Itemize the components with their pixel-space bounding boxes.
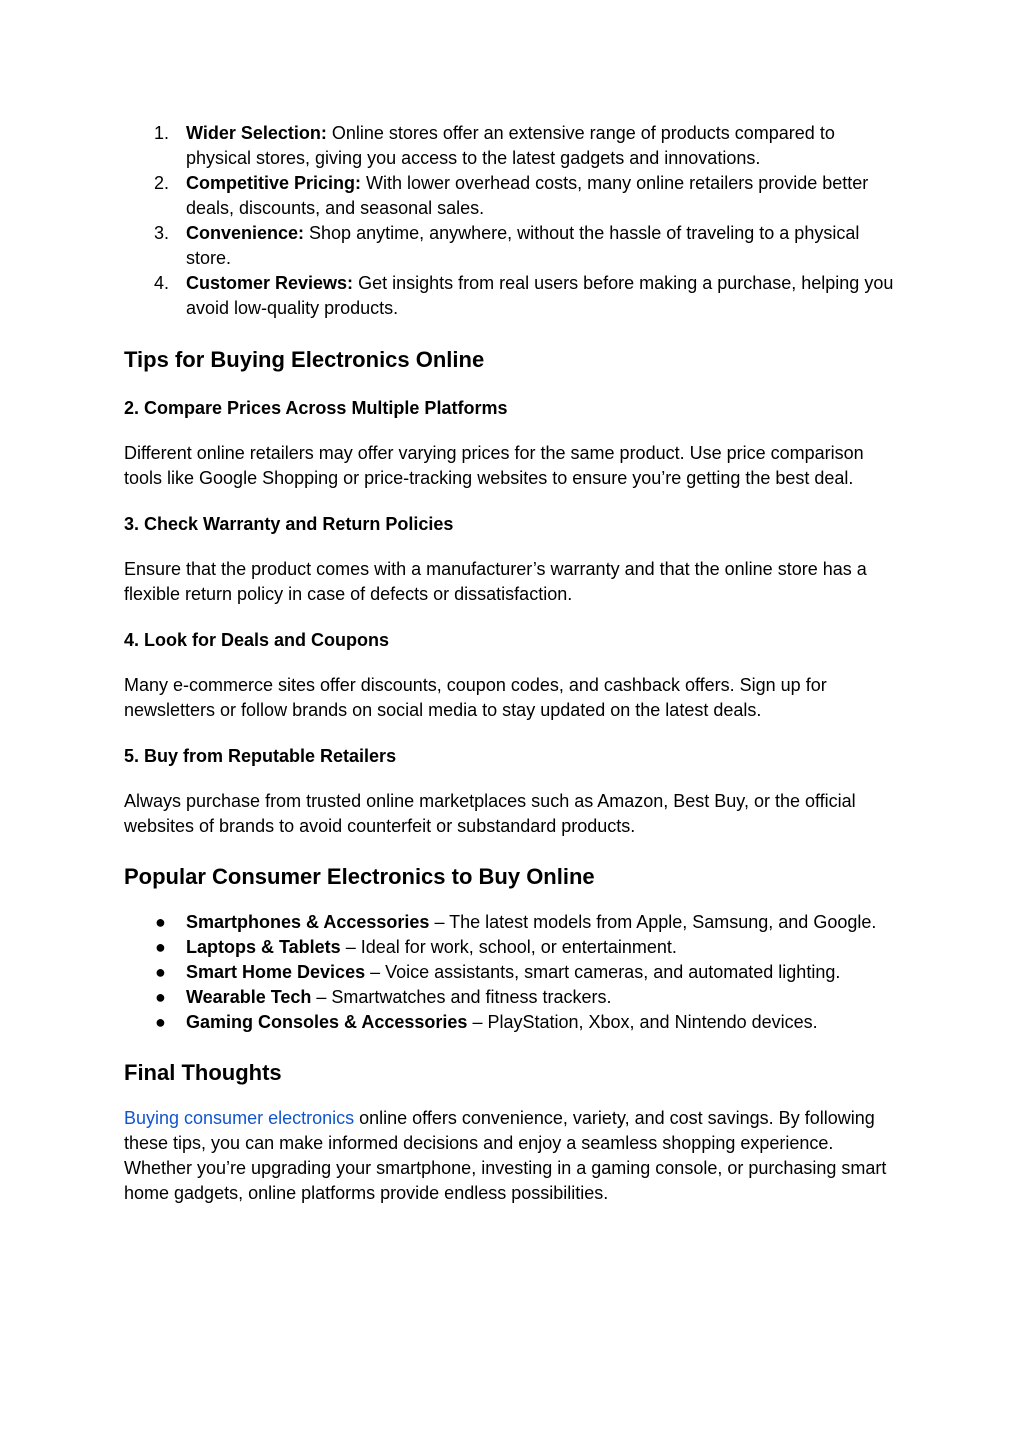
document-page [124,121,896,1206]
list-item-text: – Smartwatches and fitness trackers. [311,987,612,1007]
list-item [124,171,896,221]
benefits-list [124,121,896,321]
list-item-text: – Ideal for work, school, or entertainment. [340,937,677,957]
list-item [124,960,896,985]
bullet-icon: ● [155,937,166,957]
list-item-text: – The latest models from Apple, Samsung, and Google. [429,912,877,932]
list-item [124,910,896,935]
tip-body-warranty: Ensure that the product comes with a manufacturer’s warranty and that the online store has a flexible return policy in case of defects or dissatisfaction. [124,559,867,604]
list-item-label: Convenience: [186,223,305,243]
final-heading: Final Thoughts [124,1060,282,1085]
list-item [124,1010,896,1035]
buying-electronics-link[interactable]: Buying consumer electronics [124,1108,355,1128]
list-item-text: With lower overhead costs, many online retailers provide better deals, discounts, and seasonal sales. [186,173,869,218]
tips-heading: Tips for Buying Electronics Online [124,347,485,372]
list-item-label: Gaming Consoles & Accessories [186,1012,468,1032]
list-item-text: – PlayStation, Xbox, and Nintendo devices. [467,1012,818,1032]
list-item-label: Competitive Pricing: [186,173,362,193]
list-item-label: Wider Selection: [186,123,327,143]
popular-heading: Popular Consumer Electronics to Buy Online [124,864,595,889]
list-item [124,985,896,1010]
tip-title-compare-prices: 2. Compare Prices Across Multiple Platforms [124,398,508,418]
list-item-label: Laptops & Tablets [186,937,341,957]
list-item-label: Wearable Tech [186,987,312,1007]
list-item-label: Smart Home Devices [186,962,366,982]
list-item [124,271,896,321]
tip-body-compare-prices: Different online retailers may offer varying prices for the same product. Use price comparison tools like Google Shopping or price-tracking websites to ensure you’re getting the best deal. [124,443,864,488]
tip-body-deals: Many e-commerce sites offer discounts, coupon codes, and cashback offers. Sign up for newsletters or follow brands on social media to stay updated on the latest deals. [124,675,827,720]
tip-title-deals: 4. Look for Deals and Coupons [124,630,390,650]
final-body-text: online offers convenience, variety, and cost savings. By following these tips, you can make informed decisions and enjoy a seamless shopping experience. Whether you’re upgrading your smartphone, investing in a gaming console, or purchasing smart home gadgets, online platforms provide endless possibilities. [124,1108,887,1203]
list-item-text: Online stores offer an extensive range of products compared to physical stores, giving you access to the latest gadgets and innovations. [186,123,835,168]
list-item-text: – Voice assistants, smart cameras, and automated lighting. [365,962,841,982]
list-item-text: Shop anytime, anywhere, without the hassle of traveling to a physical store. [186,223,860,268]
tip-title-retailers: 5. Buy from Reputable Retailers [124,746,397,766]
list-item-text: Get insights from real users before making a purchase, helping you avoid low-quality products. [186,273,894,318]
list-item-label: Customer Reviews: [186,273,354,293]
list-item-label: Smartphones & Accessories [186,912,430,932]
list-item [124,121,896,171]
bullet-icon: ● [155,987,166,1007]
tip-body-retailers: Always purchase from trusted online marketplaces such as Amazon, Best Buy, or the official websites of brands to avoid counterfeit or substandard products. [124,791,856,836]
list-item [124,935,896,960]
bullet-icon: ● [155,912,166,932]
list-number: 2. [154,173,170,193]
list-item [124,221,896,271]
bullet-icon: ● [155,962,166,982]
list-number: 1. [154,123,170,143]
popular-list [124,910,896,1035]
tip-title-warranty: 3. Check Warranty and Return Policies [124,514,454,534]
list-number: 4. [154,273,170,293]
bullet-icon: ● [155,1012,166,1032]
final-paragraph [124,1106,896,1206]
list-number: 3. [154,223,170,243]
